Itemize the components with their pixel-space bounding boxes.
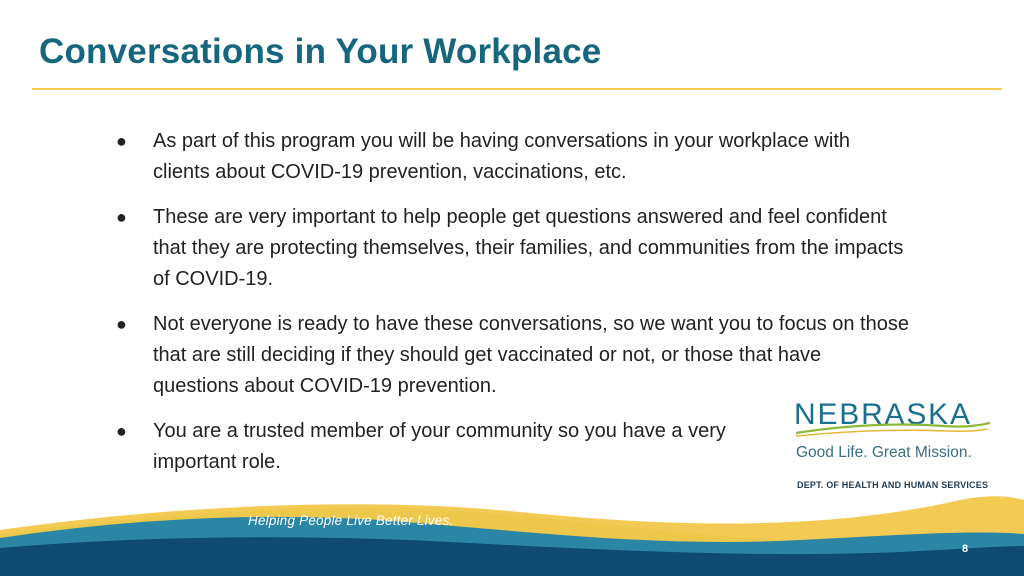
- logo-wordmark: NEBRASKA: [794, 398, 972, 431]
- bullet-text: You are a trusted member of your community so you have a very important role.: [153, 420, 726, 473]
- bullet-dot-icon: ●: [116, 207, 127, 227]
- bullet-item: [110, 416, 910, 478]
- footer-wave-band: [0, 490, 1024, 576]
- logo-tagline: Good Life. Great Mission.: [796, 444, 972, 461]
- bullet-item: [110, 309, 910, 402]
- bullet-dot-icon: ●: [116, 131, 127, 151]
- title-divider: [32, 88, 1002, 90]
- bullet-text: As part of this program you will be having conversations in your workplace with clients about COVID-19 prevention, vaccinations, etc.: [153, 130, 850, 183]
- page-number: 8: [962, 543, 969, 555]
- bullet-item: [110, 126, 910, 188]
- nebraska-dhhs-logo: [794, 398, 990, 496]
- bullet-dot-icon: ●: [116, 421, 127, 441]
- logo-department: DEPT. OF HEALTH AND HUMAN SERVICES: [797, 480, 989, 490]
- bullet-item: [110, 202, 910, 295]
- logo-swoosh-icon: [794, 404, 990, 440]
- bullet-text: These are very important to help people get questions answered and feel confident that they are protecting themselves, their families, and communities from the impacts of COVID-19.: [153, 206, 904, 290]
- footer-tagline: Helping People Live Better Lives.: [248, 513, 454, 528]
- bullet-text: Not everyone is ready to have these conversations, so we want you to focus on those that are still deciding if they should get vaccinated or not, or those that have questions about COVID-19 prevention.: [153, 313, 909, 397]
- bullet-dot-icon: ●: [116, 314, 127, 334]
- slide-title: Conversations in Your Workplace: [39, 32, 602, 71]
- bullet-list: [110, 126, 910, 492]
